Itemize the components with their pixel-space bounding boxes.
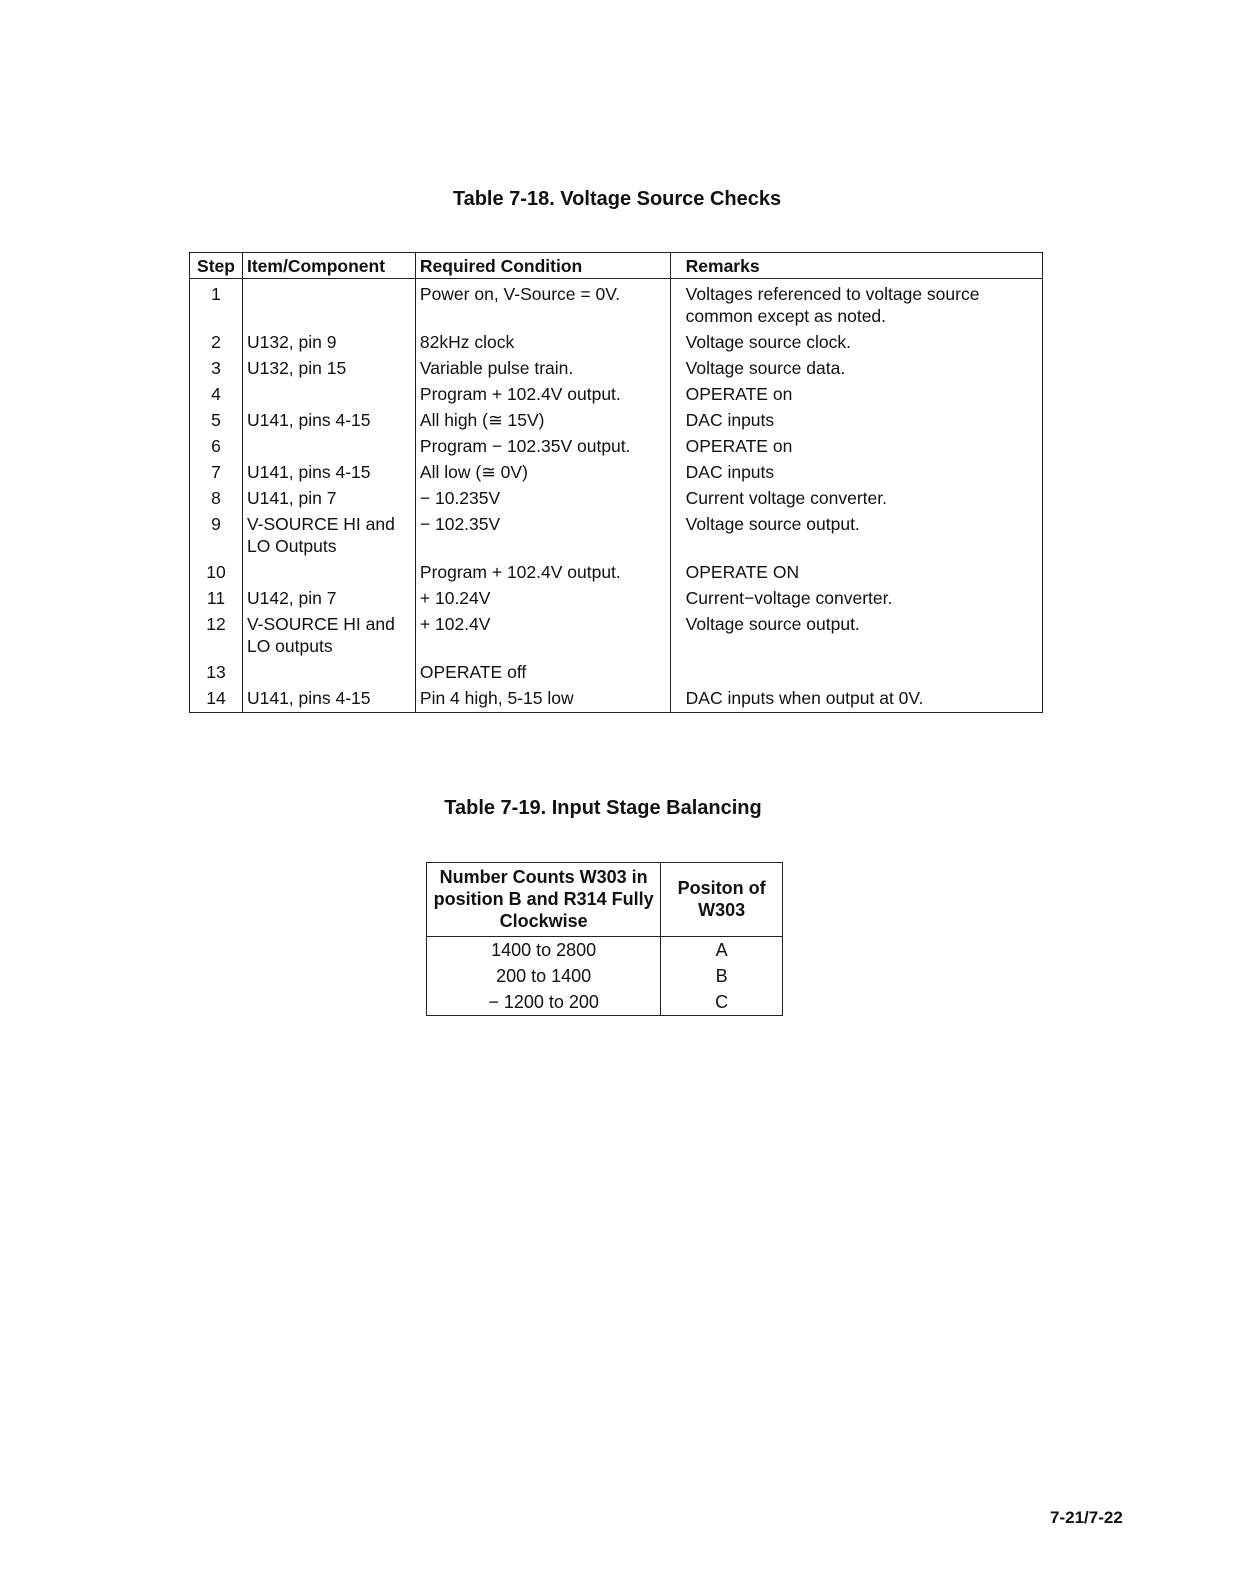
remarks-cell: DAC inputs [685, 410, 775, 430]
item-component-cell: V-SOURCE HI and LO outputs [242, 610, 415, 658]
step-cell: 6 [190, 432, 243, 458]
remarks-cell [670, 658, 1042, 684]
column-header-position: Positon of W303 [661, 863, 783, 937]
step-cell: 9 [190, 510, 243, 558]
table-7-18-title: Table 7-18. Voltage Source Checks [452, 188, 782, 210]
step-cell: 11 [190, 584, 243, 610]
item-component-cell: U132, pin 15 [242, 354, 415, 380]
step-cell: 8 [190, 484, 243, 510]
column-header-required-condition: Required Condition [415, 253, 670, 279]
table-row [190, 279, 1043, 329]
table-row [190, 684, 1043, 713]
number-counts-cell: 1400 to 2800 [427, 937, 661, 964]
table-row [427, 937, 783, 964]
input-stage-balancing-table [426, 862, 783, 1016]
column-header-item-component: Item/Component [242, 253, 415, 279]
table-row [190, 458, 1043, 484]
remarks-cell: Voltage source data. [685, 358, 846, 378]
step-cell: 5 [190, 406, 243, 432]
remarks-cell: OPERATE on [685, 384, 793, 404]
item-component-cell: U141, pins 4-15 [242, 406, 415, 432]
required-condition-cell: − 102.35V [415, 510, 670, 558]
table-row [190, 328, 1043, 354]
required-condition-cell: OPERATE off [415, 658, 670, 684]
column-header-step: Step [190, 253, 243, 279]
step-cell: 10 [190, 558, 243, 584]
table-row [190, 510, 1043, 558]
table-row [427, 963, 783, 989]
table-row [190, 584, 1043, 610]
required-condition-cell: Program + 102.4V output. [415, 558, 670, 584]
required-condition-cell: 82kHz clock [415, 328, 670, 354]
number-counts-cell: 200 to 1400 [427, 963, 661, 989]
page-number: 7-21/7-22 [1050, 1508, 1123, 1527]
item-component-cell: U141, pin 7 [242, 484, 415, 510]
step-cell: 2 [190, 328, 243, 354]
step-cell: 3 [190, 354, 243, 380]
required-condition-cell: + 102.4V [415, 610, 670, 658]
item-component-cell: U141, pins 4-15 [242, 684, 415, 713]
step-cell: 13 [190, 658, 243, 684]
table-row [190, 354, 1043, 380]
item-component-cell: V-SOURCE HI and LO Outputs [242, 510, 415, 558]
remarks-cell: Current voltage converter. [685, 488, 887, 508]
item-component-cell: U142, pin 7 [242, 584, 415, 610]
step-cell: 4 [190, 380, 243, 406]
table-header-row [190, 253, 1043, 279]
remarks-cell: Voltages referenced to voltage source common except as noted. [685, 284, 980, 326]
remarks-cell: OPERATE ON [685, 562, 800, 582]
table-row [190, 380, 1043, 406]
remarks-cell: Current−voltage converter. [685, 588, 893, 608]
remarks-cell: Voltage source output. [685, 514, 860, 534]
item-component-cell [242, 658, 415, 684]
required-condition-cell: + 10.24V [415, 584, 670, 610]
step-cell: 1 [190, 279, 243, 329]
item-component-cell [242, 279, 415, 329]
step-cell: 14 [190, 684, 243, 713]
position-cell: A [715, 940, 728, 960]
remarks-cell: DAC inputs when output at 0V. [685, 688, 924, 708]
column-header-number-counts: Number Counts W303 in position B and R314 Fully Clockwise [427, 863, 661, 937]
table-row [190, 406, 1043, 432]
item-component-cell [242, 380, 415, 406]
required-condition-cell: Pin 4 high, 5-15 low [415, 684, 670, 713]
table-row [190, 658, 1043, 684]
item-component-cell: U132, pin 9 [242, 328, 415, 354]
table-row [190, 558, 1043, 584]
column-header-remarks: Remarks [670, 253, 1042, 279]
item-component-cell [242, 432, 415, 458]
required-condition-cell: Variable pulse train. [415, 354, 670, 380]
remarks-cell: Voltage source clock. [685, 332, 852, 352]
step-cell: 12 [190, 610, 243, 658]
step-cell: 7 [190, 458, 243, 484]
table-row [427, 989, 783, 1016]
voltage-source-checks-table [189, 252, 1043, 713]
required-condition-cell: All high (≅ 15V) [415, 406, 670, 432]
table-header-row [427, 863, 783, 937]
number-counts-cell: − 1200 to 200 [427, 989, 661, 1016]
position-cell: B [715, 966, 728, 986]
table-row [190, 432, 1043, 458]
table-row [190, 484, 1043, 510]
required-condition-cell: Program + 102.4V output. [415, 380, 670, 406]
item-component-cell [242, 558, 415, 584]
required-condition-cell: − 10.235V [415, 484, 670, 510]
required-condition-cell: Program − 102.35V output. [415, 432, 670, 458]
remarks-cell: OPERATE on [685, 436, 793, 456]
position-cell: C [715, 992, 729, 1012]
table-7-19-title: Table 7-19. Input Stage Balancing [444, 797, 762, 819]
remarks-cell: Voltage source output. [685, 614, 860, 634]
item-component-cell: U141, pins 4-15 [242, 458, 415, 484]
required-condition-cell: All low (≅ 0V) [415, 458, 670, 484]
remarks-cell: DAC inputs [685, 462, 775, 482]
table-row [190, 610, 1043, 658]
required-condition-cell: Power on, V-Source = 0V. [415, 279, 670, 329]
